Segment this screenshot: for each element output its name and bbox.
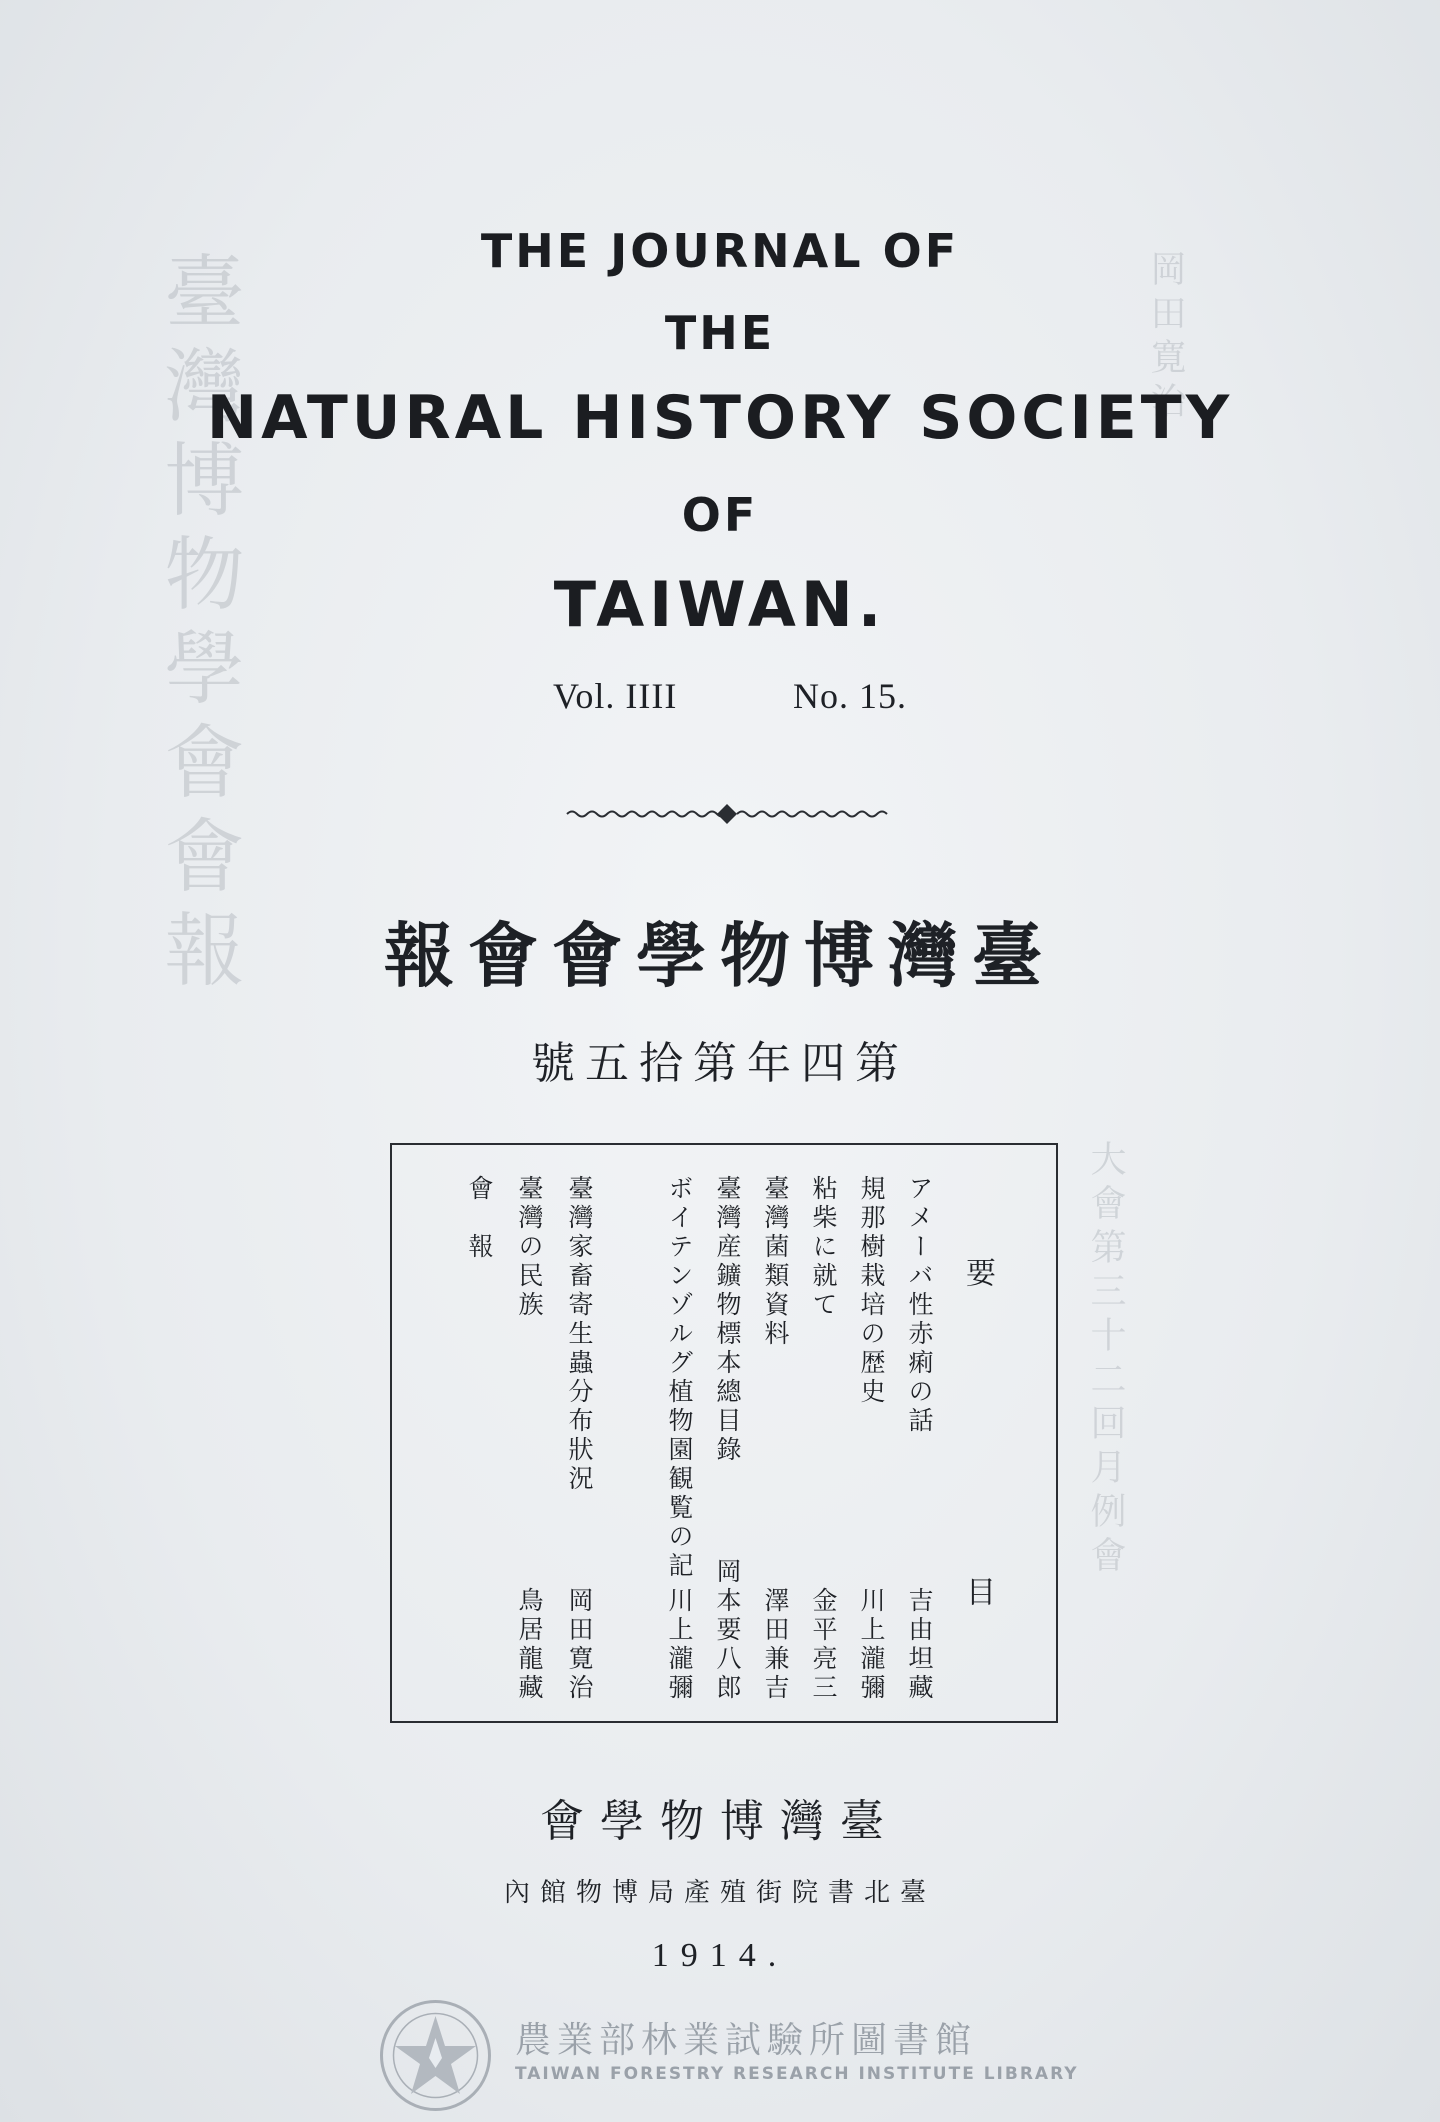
toc-entry	[708, 1145, 744, 1725]
toc-heading	[950, 1145, 994, 1725]
table-of-contents	[390, 1143, 1058, 1723]
japanese-issue: 號五拾第年四第	[531, 1038, 909, 1089]
japanese-title: 報會會學物博灣臺	[384, 914, 1056, 997]
toc-entry-author: 岡田寛治	[565, 1587, 594, 1703]
toc-entry-title: 會 報	[465, 1175, 494, 1262]
toc-entry	[460, 1145, 496, 1725]
toc-entry-title: ボイテンゾルグ植物園観覧の記	[665, 1175, 694, 1581]
toc-entry	[660, 1145, 696, 1725]
publication-year: 1914.	[651, 1937, 789, 1974]
publisher-name: 會學物博灣臺	[540, 1796, 900, 1847]
bleed-through-text: 臺灣博物學會會報	[151, 250, 244, 1002]
publisher-address: 內館物博局產殖街院書北臺	[503, 1878, 936, 1908]
toc-entry-title: 臺灣産鑛物標本總目錄	[713, 1175, 742, 1465]
toc-entry	[900, 1145, 936, 1725]
library-seal-icon	[378, 1998, 493, 2113]
toc-heading-bottom: 目	[960, 1576, 995, 1610]
toc-entry-title: 規那樹栽培の歴史	[857, 1175, 886, 1407]
toc-entry-author: 鳥居龍藏	[515, 1587, 544, 1703]
library-name-zh: 農業部林業試驗所圖書館	[515, 2020, 978, 2061]
journal-title-line-2: THE	[664, 306, 776, 360]
ornamental-divider	[565, 800, 890, 828]
toc-entry-author: 金平亮三	[809, 1587, 838, 1703]
toc-heading-top: 要	[960, 1257, 995, 1291]
journal-title-line-1: THE JOURNAL OF	[480, 224, 960, 278]
number-label: No. 15.	[793, 676, 907, 716]
toc-entry	[510, 1145, 546, 1725]
toc-entry	[852, 1145, 888, 1725]
toc-entry	[560, 1145, 596, 1725]
journal-title-line-4: OF	[681, 488, 759, 542]
bleed-through-text: 大會第三十二回月例會	[1085, 1140, 1126, 1580]
toc-entry	[804, 1145, 840, 1725]
toc-entry-author: 吉由坦藏	[905, 1587, 934, 1703]
toc-entry-author: 川上瀧彌	[665, 1587, 694, 1703]
toc-entry-title: アメーバ性赤痢の話	[905, 1175, 934, 1436]
toc-entry-author: 澤田兼吉	[761, 1587, 790, 1703]
toc-entry-title: 臺灣菌類資料	[761, 1175, 790, 1349]
toc-entry-title: 粘柴に就て	[809, 1175, 838, 1320]
library-name-en: TAIWAN FORESTRY RESEARCH INSTITUTE LIBRARY	[515, 2064, 1079, 2084]
journal-title-line-3: NATURAL HISTORY SOCIETY	[206, 383, 1234, 453]
bleed-through-text: 岡田寛治	[1145, 250, 1186, 426]
toc-entry-title: 臺灣家畜寄生蟲分布狀況	[565, 1175, 594, 1494]
volume-label: Vol. IIII	[553, 676, 678, 716]
journal-title-line-5: TAIWAN.	[553, 568, 887, 641]
toc-entry	[756, 1145, 792, 1725]
toc-entry-title: 臺灣の民族	[515, 1175, 544, 1320]
toc-entry-author: 岡本要八郎	[713, 1558, 742, 1703]
toc-entry-author: 川上瀧彌	[857, 1587, 886, 1703]
